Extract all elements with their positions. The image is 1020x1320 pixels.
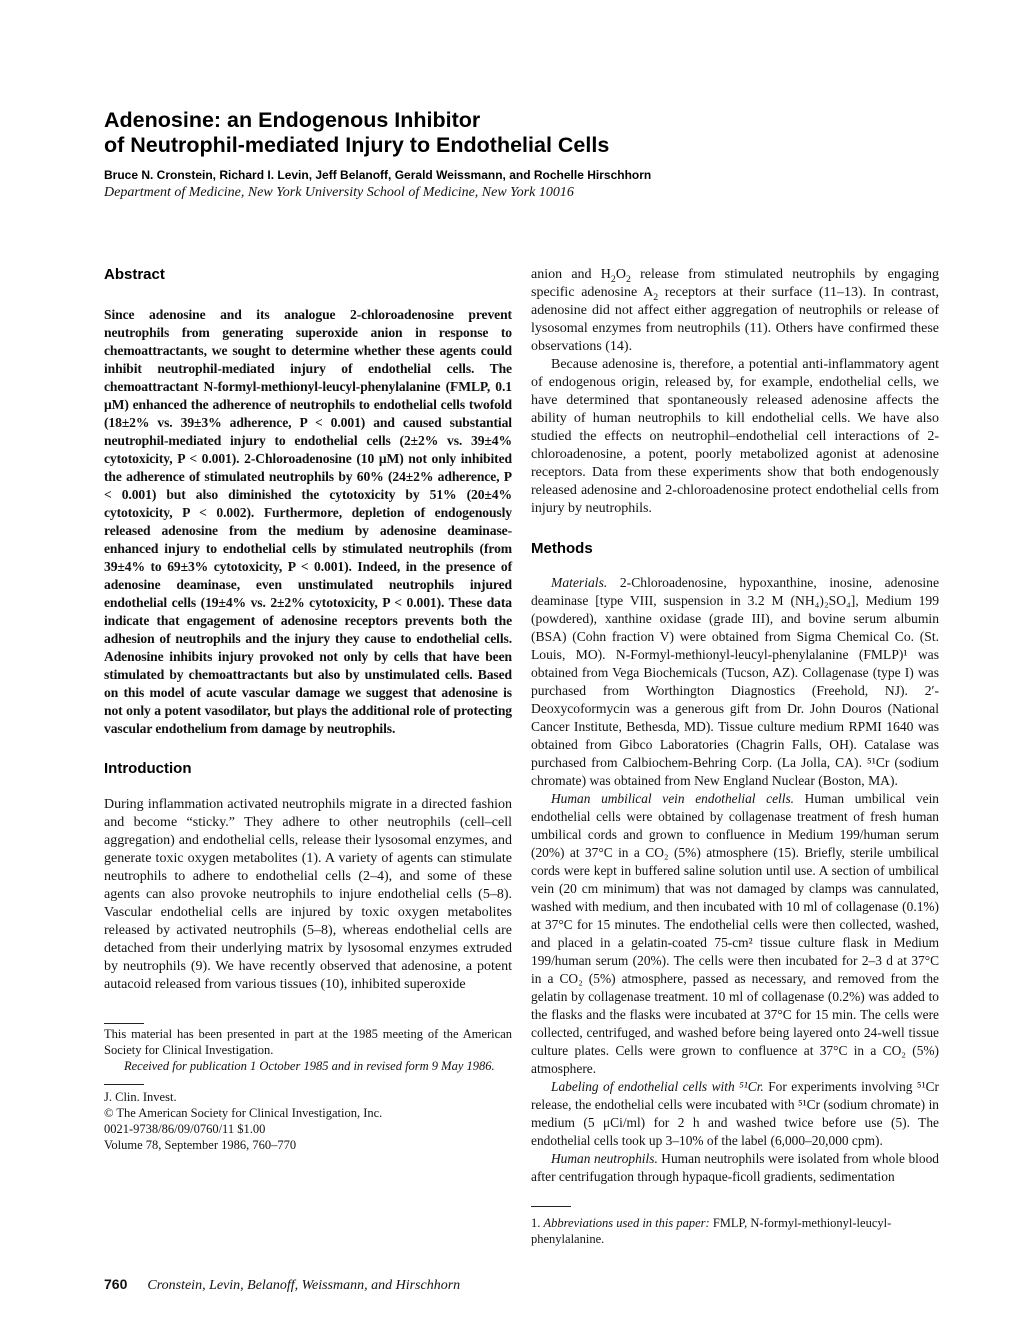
- huvec-paragraph: [531, 790, 939, 1078]
- running-footer: [104, 1276, 460, 1294]
- intro-cont-part-a: anion and H: [531, 267, 611, 282]
- footnote-text: FMLP, N-formyl-methionyl-leucyl-phenylalanine.: [531, 1216, 892, 1246]
- abstract-heading: Abstract: [104, 266, 165, 283]
- journal-volume: Volume 78, September 1986, 760–770: [104, 1138, 297, 1152]
- neutrophils-paragraph: [531, 1150, 939, 1186]
- journal-code: 0021-9738/86/09/0760/11 $1.00: [104, 1122, 266, 1136]
- journal-info: [104, 1089, 512, 1153]
- title-line-2: of Neutrophil-mediated Injury to Endothelial Cells: [104, 133, 610, 157]
- footnote-received: Received for publication 1 October 1985 and in revised form 9 May 1986.: [124, 1059, 495, 1073]
- labeling-paragraph: [531, 1078, 939, 1150]
- intro-cont-part-g: receptors at their surface (11–13). In contrast, adenosine did not affect either aggregation of neutrophils or release of lysosomal enzymes from neutrophils (11). Others have confirmed these observations (14).: [531, 285, 939, 354]
- author-list: Bruce N. Cronstein, Richard I. Levin, Jeff Belanoff, Gerald Weissmann, and Rochelle Hirschhorn: [104, 168, 652, 182]
- page-number: 760: [104, 1276, 128, 1292]
- footnote-number: 1.: [531, 1216, 544, 1230]
- intro-cont-part-c: O: [615, 267, 626, 282]
- materials-label: Materials.: [551, 575, 608, 590]
- intro-cont-part-e: release from stimulated neutrophils by engaging specific adenosine A: [531, 267, 939, 300]
- intro-continuation: [531, 266, 939, 356]
- neutrophils-text: Human neutrophils were isolated from whole blood after centrifugation through hypaque-ficoll gradients, sedimentation: [531, 1151, 939, 1184]
- affiliation: Department of Medicine, New York University School of Medicine, New York 10016: [104, 185, 574, 200]
- introduction-heading: Introduction: [104, 760, 192, 777]
- introduction-text: During inflammation activated neutrophils migrate in a directed fashion and become “sticky.” They adhere to other neutrophils (cell–cell aggregation) and endothelial cells, release their lysosomal enzymes, and generate toxic oxygen metabolites (1). A variety of agents can stimulate neutrophils to adhere to endothelial cells (2–4), and some of these agents can also provoke neutrophils to injure endothelial cells (5–8). Vascular endothelial cells are injured by toxic oxygen metabolites released by activated neutrophils (5–8), whereas endothelial cells are detached from their underlying matrix by lysosomal enzymes extruded by neutrophils (9). We have recently observed that adenosine, a potent autacoid released from various tissues (10), inhibited superoxide: [104, 797, 512, 992]
- labeling-text: For experiments involving ⁵¹Cr release, the endothelial cells were incubated with ⁵¹Cr (sodium chromate) in medium (5 μCi/ml) for 2 h and washed twice before use (5). The endothelial cells took up 3–10% of the label (6,000–20,000 cpm).: [531, 1079, 940, 1148]
- journal-copyright: © The American Society for Clinical Investigation, Inc.: [104, 1106, 383, 1120]
- article-title: [104, 108, 924, 158]
- left-column: [104, 266, 512, 1153]
- huvec-text: Human umbilical vein endothelial cells were obtained by collagenase treatment of fresh human umbilical cords and grown to confluence in Medium 199/human serum (20%) at 37°C in a CO₂ (5%) atmosphere (15). Briefly, sterile umbilical cords were kept in buffered saline solution until use. A section of umbilical vein (20 cm minimum) that was not damaged by clamps was cannulated, washed with medium, and then incubated with 10 ml of collagenase (0.1%) at 37°C for 15 minutes. The endothelial cells were then collected, washed, and placed in a gelatin-coated 75-cm² tissue culture flask in Medium 199/human serum (20%). The cells were then incubated for 2–3 d at 37°C in a CO₂ (5%) atmosphere, passed as necessary, and removed from the gelatin by collagenase treatment. 10 ml of collagenase (0.2%) was added to the flasks and the flasks were incubated at 37°C for 15 min. The cells were collected, centrifuged, and washed before being layered onto 24-well tissue culture plates. Cells were grown to confluence at 37°C in a CO₂ (5%) atmosphere.: [531, 791, 939, 1076]
- huvec-label: Human umbilical vein endothelial cells.: [551, 791, 795, 806]
- title-line-1: Adenosine: an Endogenous Inhibitor: [104, 108, 481, 132]
- intro-paragraph-2: Because adenosine is, therefore, a potential anti-inflammatory agent of endogenous origin, released by, for example, endothelial cells, we have determined that spontaneously released adenosine affects the ability of human neutrophils to kill endothelial cells. We have also studied the effects on neutrophil–endothelial cell interactions of 2-chloroadenosine, a potent, poorly metabolized agonist at adenosine receptors. Data from these experiments show that both endogenously released adenosine and 2-chloroadenosine protect endothelial cells from injury by neutrophils.: [531, 357, 939, 516]
- running-footer-authors: Cronstein, Levin, Belanoff, Weissmann, and Hirschhorn: [147, 1278, 461, 1293]
- right-footnote-rule: [531, 1206, 571, 1207]
- footnote-label: Abbreviations used in this paper:: [543, 1216, 710, 1230]
- footnote-rule: [104, 1023, 144, 1024]
- abbreviation-footnote: [531, 1215, 939, 1247]
- methods-heading: Methods: [531, 540, 593, 557]
- materials-paragraph: [531, 574, 939, 790]
- right-column: [531, 266, 939, 1247]
- intro-cont-sub-3: 2: [653, 291, 659, 303]
- labeling-label: Labeling of endothelial cells with ⁵¹Cr.: [551, 1079, 764, 1094]
- journal-name: J. Clin. Invest.: [104, 1090, 177, 1104]
- intro-cont-sub-1: 2: [610, 273, 616, 285]
- intro-cont-sub-2: 2: [625, 273, 631, 285]
- abstract-text: Since adenosine and its analogue 2-chloroadenosine prevent neutrophils from generating superoxide anion in response to chemoattractants, we sought to determine whether these agents could inhibit neutrophil-mediated injury of endothelial cells. The chemoattractant N-formyl-methionyl-leucyl-phenylalanine (FMLP, 0.1 μM) enhanced the adherence of neutrophils to endothelial cells twofold (18±2% vs. 39±3% adherence, P < 0.001) and caused substantial neutrophil-mediated injury to endothelial cells (2±2% vs. 39±4% cytotoxicity, P < 0.001). 2-Chloroadenosine (10 μM) not only inhibited the adherence of stimulated neutrophils by 60% (24±2% adherence, P < 0.001) but also diminished the cytotoxicity by 51% (20±4% cytotoxicity, P < 0.002). Furthermore, depletion of endogenously released adenosine from the medium by adenosine deaminase-enhanced injury to endothelial cells by stimulated neutrophils (from 39±4% to 69±3% cytotoxicity, P < 0.001). Indeed, in the presence of adenosine deaminase, even unstimulated neutrophils injured endothelial cells (19±4% vs. 2±2% cytotoxicity, P < 0.001). These data indicate that engagement of adenosine receptors prevents both the adhesion of neutrophils and the injury they cause to endothelial cells. Adenosine inhibits injury provoked not only by cells that have been stimulated by chemoattractants but also by unstimulated cells. Based on this model of acute vascular damage we suggest that adenosine is not only a potent vasodilator, but plays the additional role of protecting vascular endothelium from damage by neutrophils.: [104, 307, 512, 736]
- neutrophils-label: Human neutrophils.: [551, 1151, 658, 1166]
- footnote-meeting: This material has been presented in part at the 1985 meeting of the American Society for Clinical Investigation.: [104, 1027, 512, 1057]
- journal-rule: [104, 1084, 144, 1085]
- materials-text: 2-Chloroadenosine, hypoxanthine, inosine, adenosine deaminase [type VIII, suspension in 3.2 M (NH₄)₂SO₄], Medium 199 (powdered), xanthine oxidase (grade III), and bovine serum albumin (BSA) (Cohn fraction V) were obtained from Sigma Chemical Co. (St. Louis, MO). N-Formyl-methionyl-leucyl-phenylalanine (FMLP)¹ was obtained from Vega Biochemicals (Tucson, AZ). Collagenase (type I) was purchased from Worthington Diagnostics (Freehold, NJ). 2′-Deoxycoformycin was a generous gift from Dr. John Douros (National Cancer Institute, Bethesda, MD). Tissue culture medium RPMI 1640 was obtained from Gibco Laboratories (Chagrin Falls, OH). Catalase was purchased from Calbiochem-Behring Corp. (La Jolla, CA). ⁵¹Cr (sodium chromate) was obtained from New England Nuclear (Boston, MA).: [531, 575, 939, 788]
